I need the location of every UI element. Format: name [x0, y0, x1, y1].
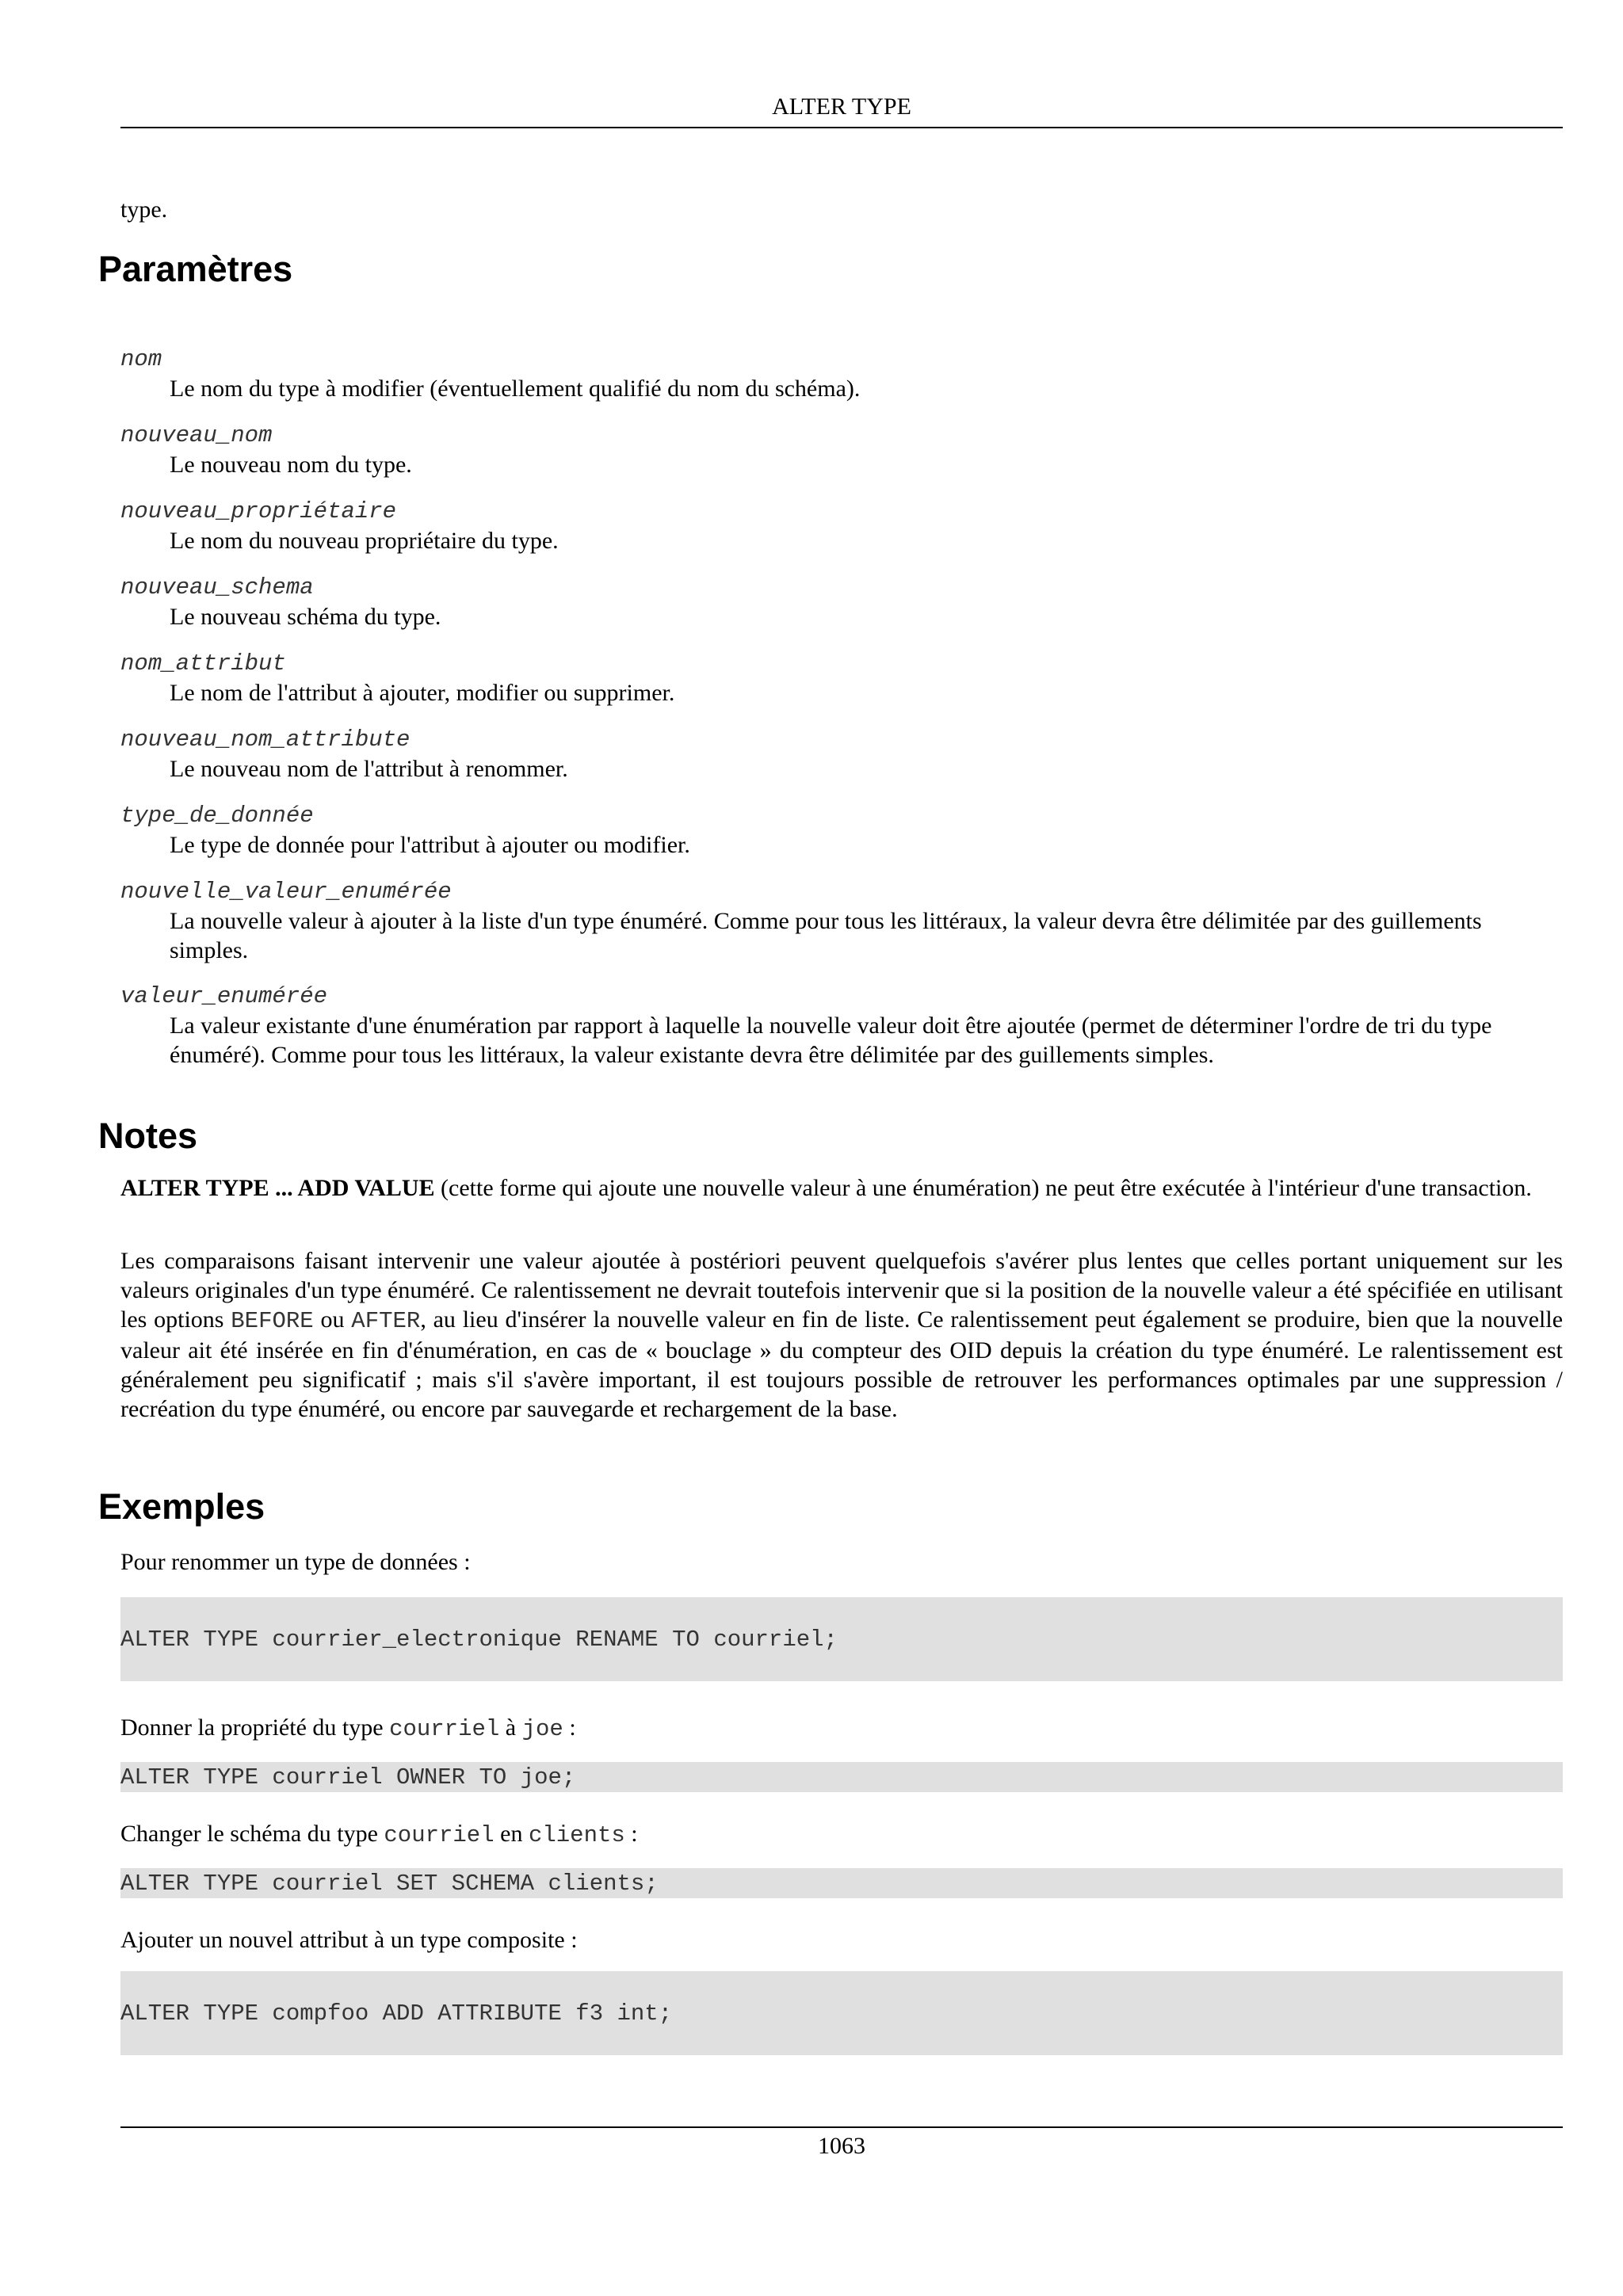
note-paragraph: ALTER TYPE ... ADD VALUE (cette forme qui ajoute une nouvelle valeur à une énumération) ne peut être exécutée à l'intérieur d'une transaction. [120, 1175, 1532, 1201]
param-desc: La valeur existante d'une énumération par rapport à laquelle la nouvelle valeur doit être ajoutée (permet de déterminer l'ordre de tri du type énuméré). Comme pour tous les littéraux, la valeur existante devra être délimitée par des guillements simples. [170, 1013, 1492, 1068]
param-term: nom [120, 346, 162, 372]
example-text: Pour renommer un type de données : [120, 1549, 471, 1575]
param-term: valeur_enumérée [120, 983, 328, 1009]
param-term: type_de_donnée [120, 803, 314, 829]
note-paragraph: Les comparaisons faisant intervenir une valeur ajoutée à postériori peuvent quelquefois s'avérer plus lentes que celles portant uniquement sur les valeurs originales d'un type énuméré. Ce ralentissement ne devrait toutefois intervenir que si la position de la nouvelle valeur a été spécifiée en utilisant les options BEFORE ou AFTER, au lieu d'insérer la nouvelle valeur en fin de liste. Ce ralentissement peut également se produire, bien que la nouvelle valeur ait été insérée en fin d'énumération, en cas de « bouclage » du compteur des OID depuis la création du type énuméré. Le ralentissement est généralement peu significatif ; mais s'il s'avère important, il est toujours possible de retrouver les performances optimales par une suppression / recréation du type énuméré, ou encore par sauvegarde et rechargement de la base. [120, 1248, 1564, 1422]
inline-code: AFTER [351, 1308, 421, 1334]
code-block: ALTER TYPE courriel SET SCHEMA clients; [120, 1868, 1563, 1898]
section-title-parametres: Paramètres [98, 249, 293, 289]
page-number: 1063 [818, 2133, 865, 2159]
param-desc: Le nouveau nom de l'attribut à renommer. [170, 756, 568, 782]
header-rule [120, 127, 1563, 128]
param-desc: La nouvelle valeur à ajouter à la liste d'un type énuméré. Comme pour tous les littéraux, la valeur devra être délimitée par des guillements simples. [170, 908, 1482, 963]
section-title-notes: Notes [98, 1116, 198, 1156]
param-desc: Le nom de l'attribut à ajouter, modifier ou supprimer. [170, 680, 675, 706]
inline-code: courriel [389, 1716, 500, 1742]
code-block: ALTER TYPE courrier_electronique RENAME TO courriel; [120, 1597, 1563, 1681]
example-text: Ajouter un nouvel attribut à un type composite : [120, 1927, 578, 1953]
param-term: nouveau_nom_attribute [120, 727, 411, 753]
param-term: nouveau_propriétaire [120, 498, 397, 524]
inline-code: BEFORE [231, 1308, 314, 1334]
inline-code: clients [528, 1822, 625, 1848]
param-term: nom_attribut [120, 650, 286, 677]
section-title-exemples: Exemples [98, 1486, 265, 1527]
intro-fragment: type. [120, 196, 168, 223]
param-term: nouveau_nom [120, 422, 273, 448]
example-text: Changer le schéma du type courriel en clients : [120, 1821, 638, 1848]
param-desc: Le type de donnée pour l'attribut à ajouter ou modifier. [170, 832, 690, 858]
param-desc: Le nouveau nom du type. [170, 452, 412, 478]
example-text: Donner la propriété du type courriel à joe : [120, 1714, 576, 1742]
code-block: ALTER TYPE compfoo ADD ATTRIBUTE f3 int; [120, 1971, 1563, 2055]
note-command: ALTER TYPE ... ADD VALUE [120, 1175, 435, 1201]
code-block: ALTER TYPE courriel OWNER TO joe; [120, 1762, 1563, 1792]
param-term: nouveau_schema [120, 574, 314, 601]
param-desc: Le nom du nouveau propriétaire du type. [170, 528, 559, 554]
inline-code: courriel [384, 1822, 495, 1848]
param-desc: Le nom du type à modifier (éventuellement qualifié du nom du schéma). [170, 376, 861, 402]
footer-rule [120, 2126, 1563, 2128]
running-header: ALTER TYPE [772, 93, 911, 120]
inline-code: joe [521, 1716, 563, 1742]
param-term: nouvelle_valeur_enumérée [120, 879, 452, 905]
param-desc: Le nouveau schéma du type. [170, 604, 441, 630]
